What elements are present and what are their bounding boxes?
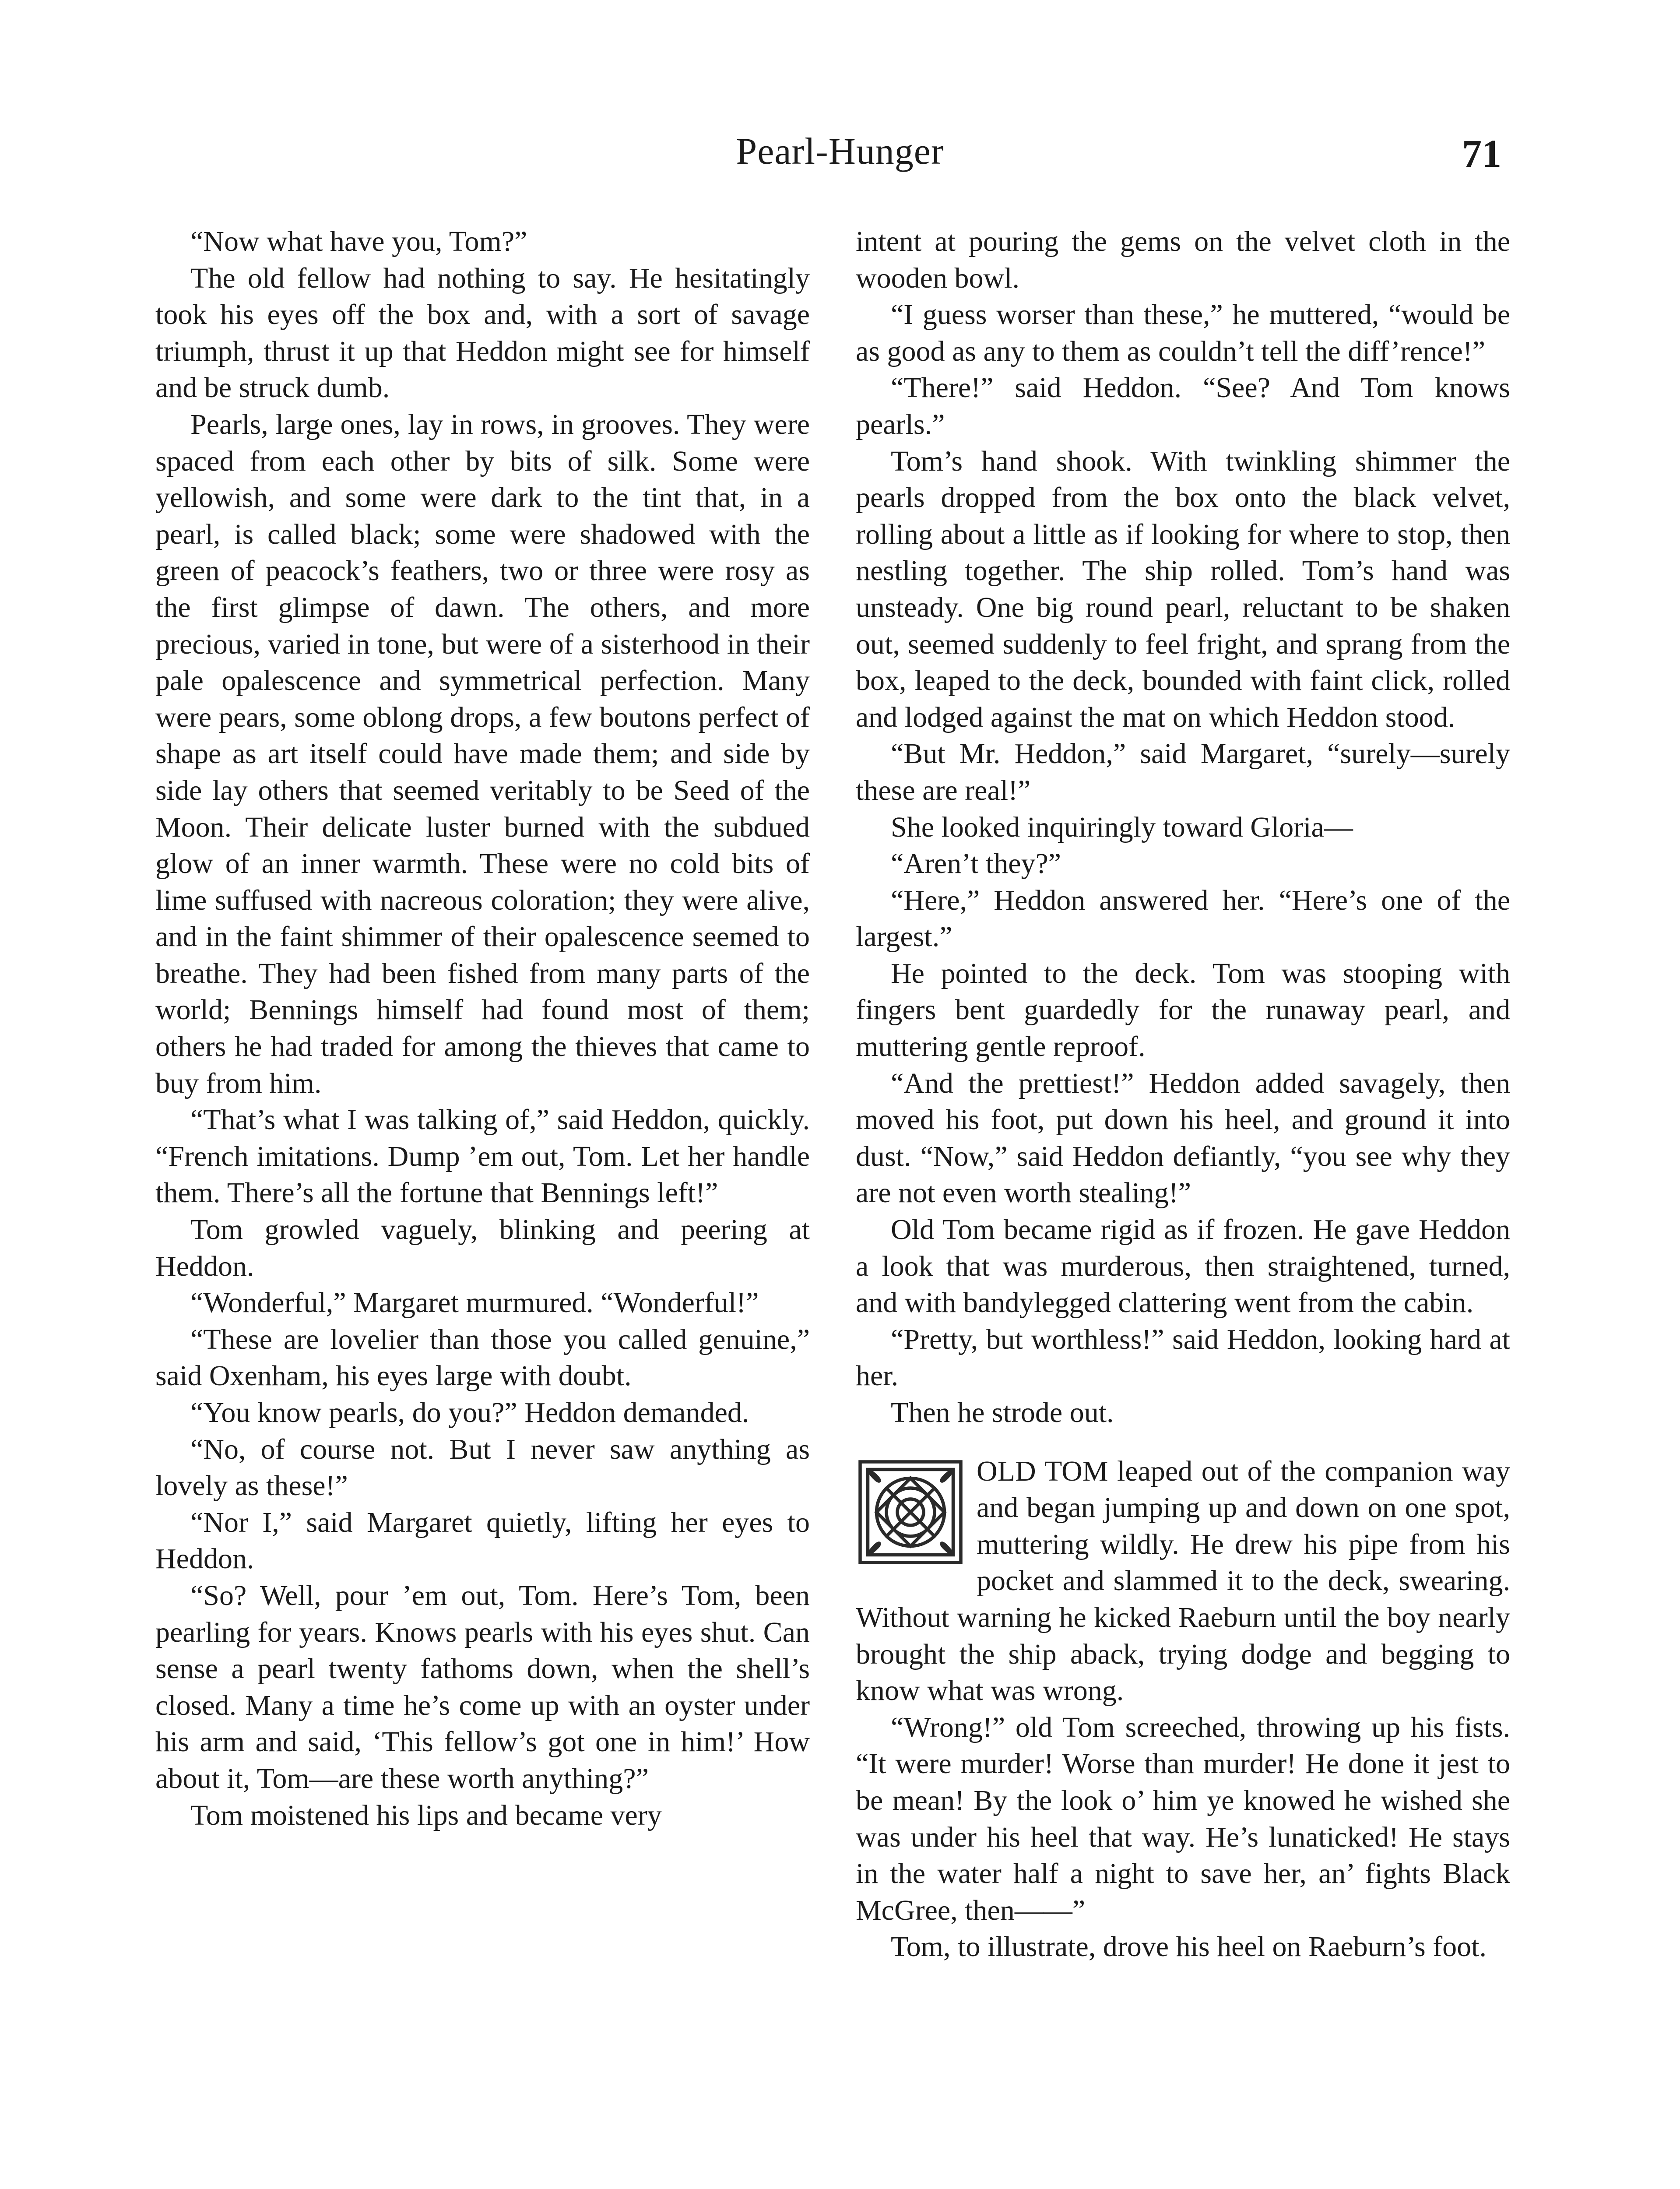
paragraph: “But Mr. Heddon,” said Margaret, “surely—surely these are real!” <box>856 738 1510 806</box>
paragraph: “Here,” Heddon answered her. “Here’s one of the largest.” <box>856 884 1510 953</box>
paragraph: “No, of course not. But I never saw anything as lovely as these!” <box>155 1433 810 1502</box>
right-column <box>856 223 1510 1965</box>
paragraph-continued: intent at pouring the gems on the velvet cloth in the wooden bowl. <box>856 225 1510 294</box>
section-opening-paragraph <box>856 1453 1510 1709</box>
paragraph: Tom growled vaguely, blinking and peering at Heddon. <box>155 1214 810 1282</box>
paragraph: “So? Well, pour ’em out, Tom. Here’s Tom, been pearling for years. Knows pearls with his eyes shut. Can sense a pearl twenty fathoms down, when the shell’s closed. Many a time he’s come up with an oyster under his arm and said, ‘This fellow’s got one in him!’ How about it, Tom—are these worth anything?” <box>155 1579 810 1795</box>
paragraph: “There!” said Heddon. “See? And Tom knows pearls.” <box>856 372 1510 440</box>
left-column <box>155 223 810 1834</box>
celtic-knot-icon <box>856 1457 965 1567</box>
paragraph: “Wrong!” old Tom screeched, throwing up his fists. “It were murder! Worse than murder! He done it jest to be mean! By the look o’ him ye knowed he wished she was under his heel that way. He’s lunaticked! He stays in the water half a night to save her, an’ fights Black McGree, then——” <box>856 1711 1510 1926</box>
section-opening-text: OLD TOM leaped out of the companion way and began jumping up and down on one spot, muttering wildly. He drew his pipe from his pocket and slammed it to the deck, swearing. Without warning he kicked Raeburn until the boy nearly brought the ship aback, trying dodge and begging to know what was wrong. <box>856 1455 1510 1707</box>
paragraph: “These are lovelier than those you called genuine,” said Oxenham, his eyes large with doubt. <box>155 1323 810 1392</box>
paragraph: “Wonderful,” Margaret murmured. “Wonderful!” <box>190 1287 759 1319</box>
paragraph: Tom, to illustrate, drove his heel on Raeburn’s foot. <box>891 1931 1487 1963</box>
paragraph: “I guess worser than these,” he muttered, “would be as good as any to them as couldn’t tell the diff’rence!” <box>856 299 1510 367</box>
paragraph: Then he strode out. <box>891 1397 1114 1429</box>
paragraph: “That’s what I was talking of,” said Heddon, quickly. “French imitations. Dump ’em out, Tom. Let her handle them. There’s all the fortune that Bennings left!” <box>155 1104 810 1209</box>
paragraph: “Now what have you, Tom?” <box>190 225 527 257</box>
paragraph: “You know pearls, do you?” Heddon demanded. <box>190 1397 749 1429</box>
paragraph: Old Tom became rigid as if frozen. He gave Heddon a look that was murderous, then straightened, turned, and with bandylegged clattering went from the cabin. <box>856 1214 1510 1319</box>
paragraph: “Aren’t they?” <box>891 848 1061 880</box>
paragraph: Tom’s hand shook. With twinkling shimmer the pearls dropped from the box onto the black velvet, rolling about a little as if looking for where to stop, then nestling together. The ship rolled. Tom’s hand was unsteady. One big round pearl, reluctant to be shaken out, seemed suddenly to feel fright, and sprang from the box, leaped to the deck, bounded with faint click, rolled and lodged against the mat on which Heddon stood. <box>856 445 1510 733</box>
paragraph: She looked inquiringly toward Gloria— <box>891 811 1353 843</box>
paragraph: “And the prettiest!” Heddon added savagely, then moved his foot, put down his heel, and ground it into dust. “Now,” said Heddon defiantly, “you see why they are not even worth stealing!” <box>856 1067 1510 1209</box>
paragraph: Pearls, large ones, lay in rows, in grooves. They were spaced from each other by bits of silk. Some were yellowish, and some were dark to the tint that, in a pearl, is called black; some were shadowed with the green of peacock’s feathers, two or three were rosy as the first glimpse of dawn. The others, and more precious, varied in tone, but were of a sisterhood in their pale opalescence and symmetrical perfection. Many were pears, some oblong drops, a few boutons perfect of shape as art itself could have made them; and side by side lay others that seemed veritably to be Seed of the Moon. Their delicate luster burned with the subdued glow of an inner warmth. These were no cold bits of lime suffused with nacreous coloration; they were alive, and in the faint shimmer of their opalescence seemed to breathe. They had been fished from many parts of the world; Bennings himself had found most of them; others he had traded for among the thieves that came to buy from him. <box>155 408 810 1099</box>
running-title: Pearl-Hunger <box>736 130 944 172</box>
paragraph: “Pretty, but worthless!” said Heddon, looking hard at her. <box>856 1323 1510 1392</box>
page-number: 71 <box>1462 132 1501 176</box>
paragraph: He pointed to the deck. Tom was stooping with fingers bent guardedly for the runaway pearl, and muttering gentle reproof. <box>856 957 1510 1063</box>
paragraph: The old fellow had nothing to say. He hesitatingly took his eyes off the box and, with a sort of savage triumph, thrust it up that Heddon might see for himself and be struck dumb. <box>155 262 810 404</box>
paragraph: Tom moistened his lips and became very <box>190 1799 662 1831</box>
paragraph: “Nor I,” said Margaret quietly, lifting her eyes to Heddon. <box>155 1506 810 1575</box>
